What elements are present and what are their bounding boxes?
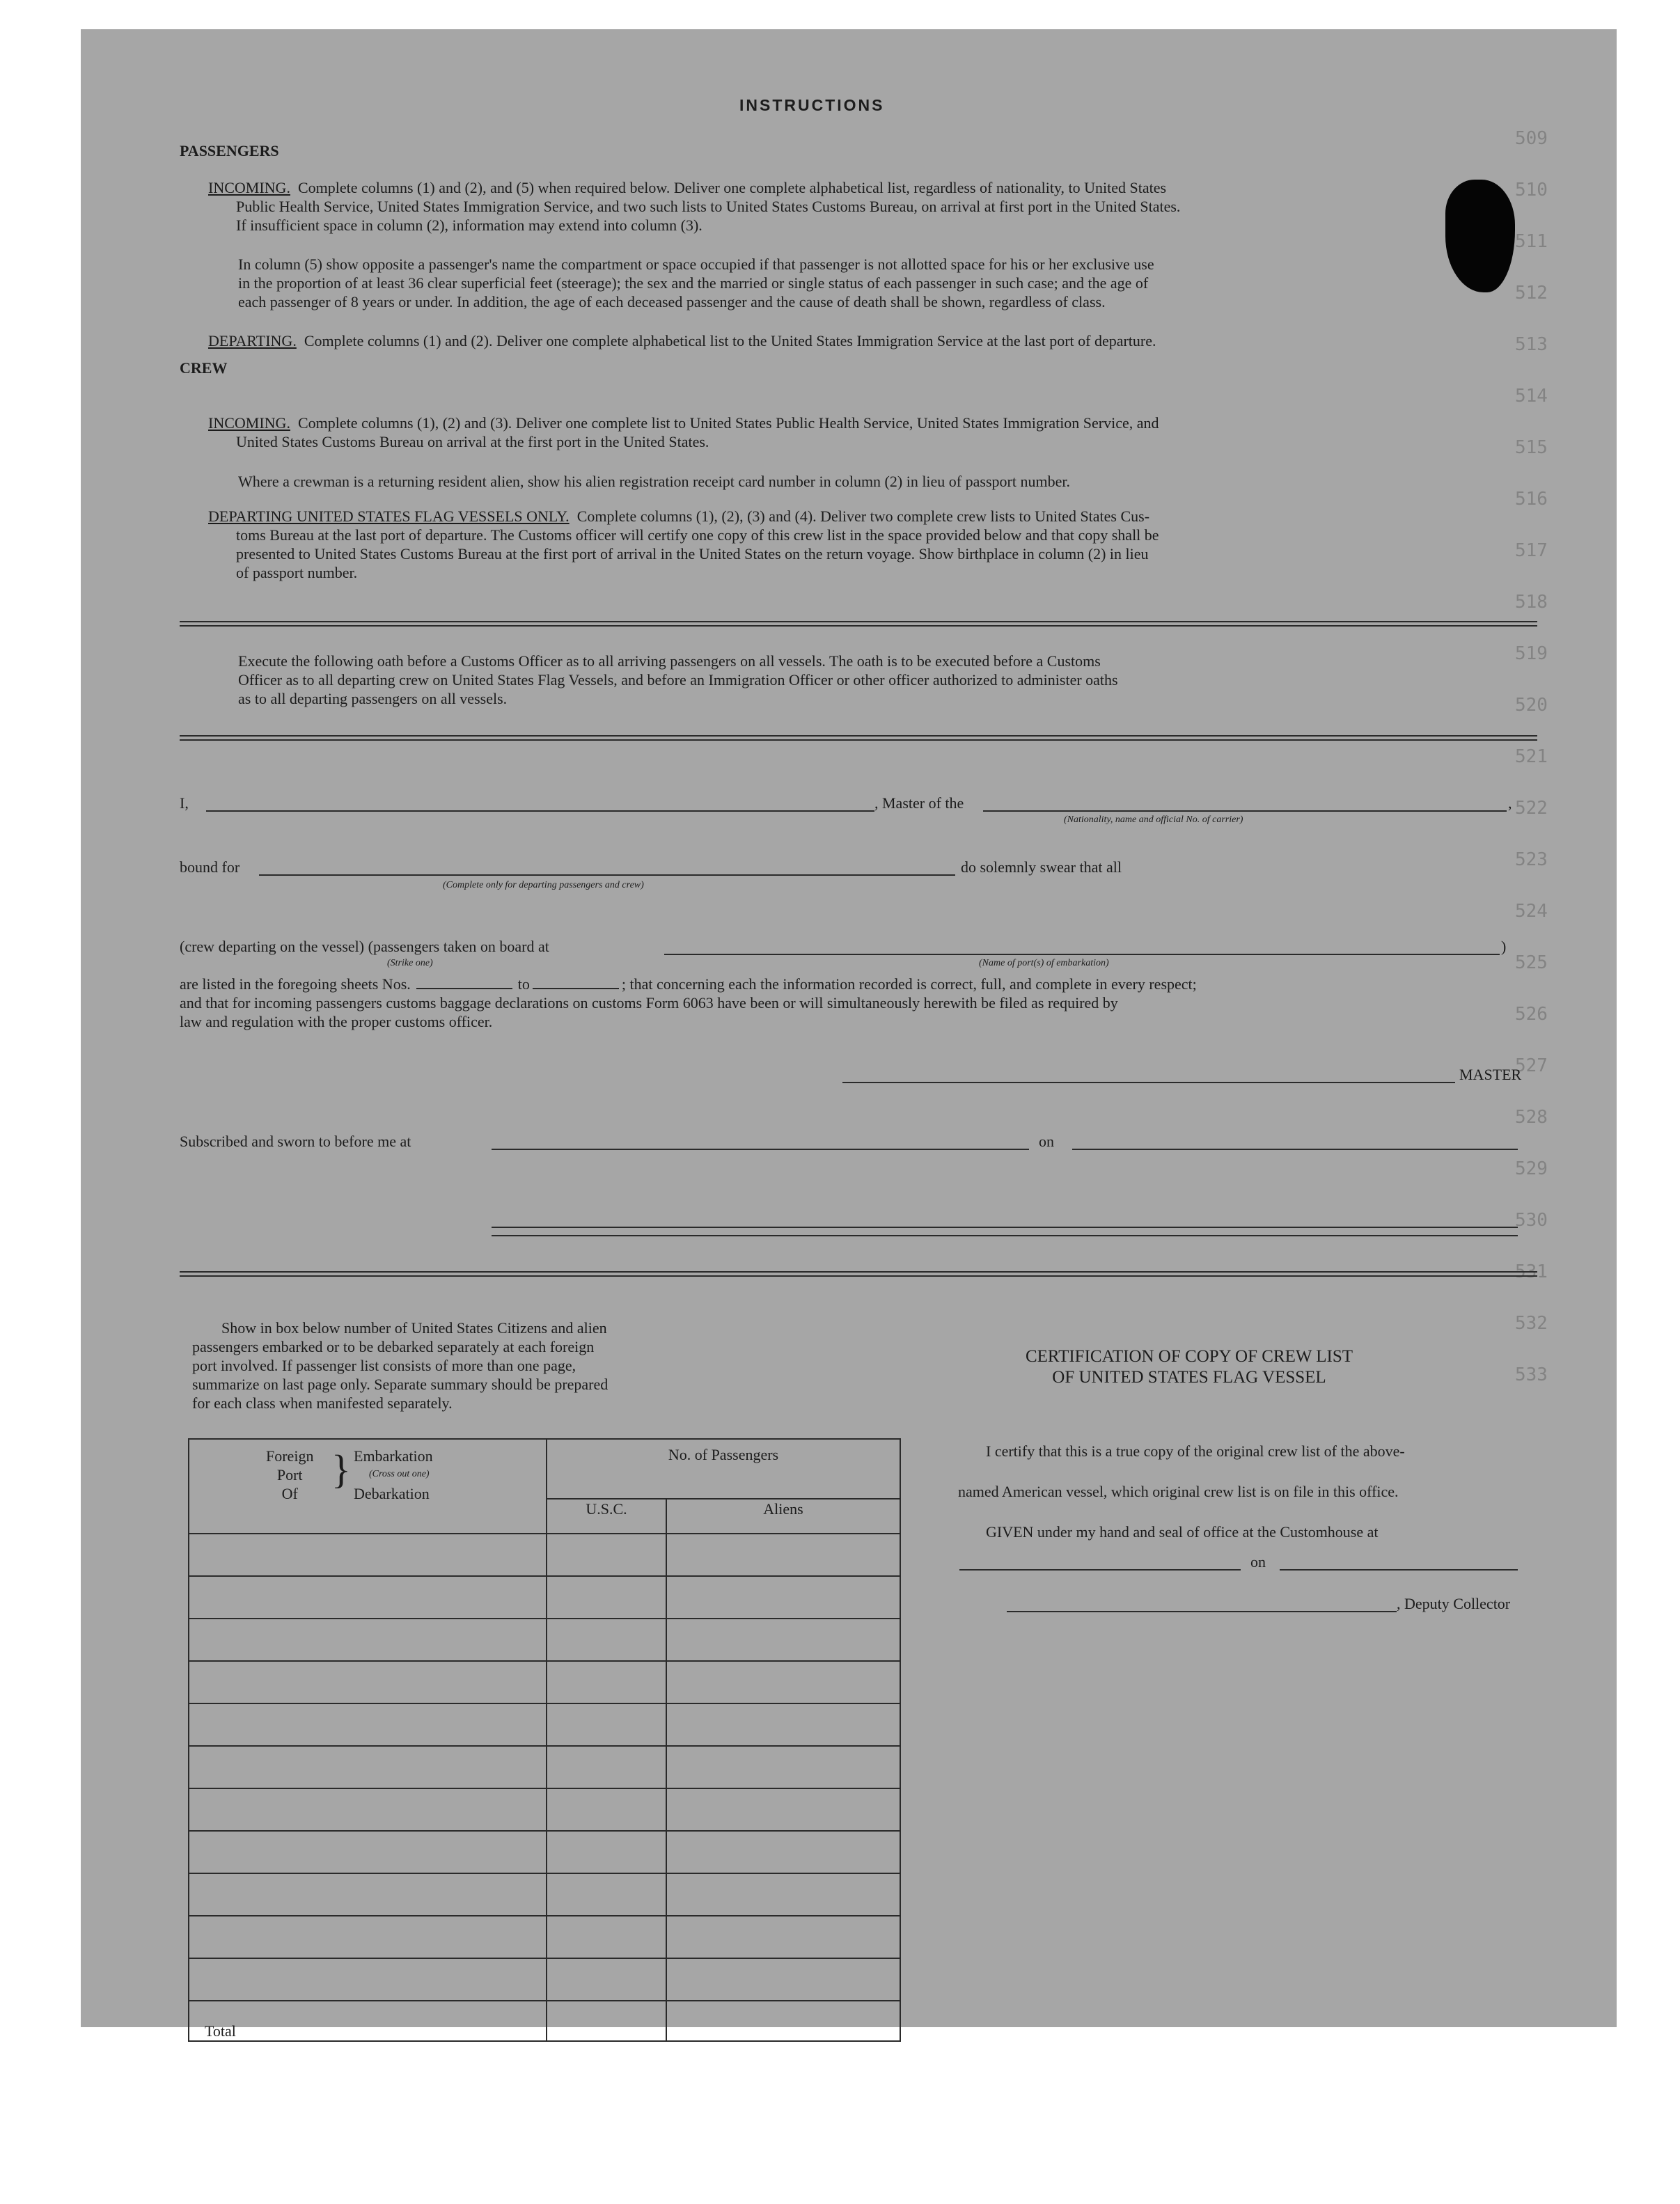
- table-header-row: [189, 1439, 900, 1499]
- sworn-date-field[interactable]: [1072, 1149, 1518, 1150]
- table-row[interactable]: [189, 1619, 900, 1661]
- baggage-line: and that for incoming passengers customs baggage declarations on customs Form 6063 have been or will simultaneously herewith be filed as required by: [180, 994, 1118, 1012]
- deputy-signature-field[interactable]: [1007, 1611, 1397, 1612]
- foreign-label: Foreign: [266, 1447, 314, 1465]
- departing-flag-line-1: Complete columns (1), (2), (3) and (4). Deliver two complete crew lists to United States Cus-: [576, 507, 1150, 525]
- bound-for-field[interactable]: [259, 874, 955, 876]
- departing-flag-vessels: [208, 507, 1517, 582]
- table-row[interactable]: [189, 1831, 900, 1873]
- incoming-line-2: Public Health Service, United States Immigration Service, and two such lists to United States Customs Bureau, on arrival at first port in the United States.: [236, 198, 1181, 215]
- officer-signature-line[interactable]: [492, 1227, 1518, 1228]
- table-row[interactable]: [189, 1788, 900, 1831]
- master-name-field[interactable]: [206, 810, 874, 812]
- instructions-title: INSTRUCTIONS: [739, 96, 885, 114]
- certify-line-1: I certify that this is a true copy of the original crew list of the above-: [986, 1442, 1405, 1460]
- crew-heading: CREW: [180, 359, 228, 377]
- listed-to: to: [517, 975, 530, 993]
- passenger-summary-table: [188, 1438, 901, 2042]
- complete-caption: (Complete only for departing passengers and crew): [443, 880, 644, 890]
- column5-instructions: [238, 255, 1519, 311]
- total-usc-cell[interactable]: [547, 2001, 666, 2041]
- cross-out-caption: (Cross out one): [369, 1469, 430, 1479]
- summary-line-1: Show in box below number of United States Citizens and alien: [221, 1319, 607, 1337]
- port-header-cell: [189, 1439, 547, 1534]
- strike-caption: (Strike one): [387, 958, 433, 968]
- table-row[interactable]: [189, 1576, 900, 1619]
- passengers-incoming: [208, 178, 1517, 235]
- vessel-field[interactable]: [983, 810, 1507, 812]
- usc-header: U.S.C.: [547, 1499, 666, 1534]
- total-label: Total: [189, 2001, 547, 2041]
- sworn-place-field[interactable]: [492, 1149, 1029, 1150]
- table-row[interactable]: [189, 1958, 900, 2001]
- table-row[interactable]: [189, 1746, 900, 1788]
- summary-line-2: passengers embarked or to be debarked separately at each foreign: [192, 1338, 595, 1355]
- port-label: Port: [276, 1466, 303, 1483]
- passengers-departing: [208, 331, 1517, 350]
- departing-text: Complete columns (1) and (2). Deliver one complete alphabetical list to the United States Immigration Service at the last port of departure.: [304, 332, 1156, 349]
- summary-line-4: summarize on last page only. Separate summary should be prepared: [192, 1376, 609, 1393]
- summary-instructions: [192, 1319, 819, 1412]
- departing-flag-label: DEPARTING UNITED STATES FLAG VESSELS ONLY.: [208, 507, 570, 525]
- incoming-label: INCOMING.: [208, 179, 290, 196]
- crew-incoming: [208, 414, 1517, 451]
- no-of-passengers-header: No. of Passengers: [547, 1439, 900, 1499]
- cert-on-label: on: [1250, 1553, 1266, 1571]
- crew-incoming-label: INCOMING.: [208, 414, 290, 432]
- oath-line-3: as to all departing passengers on all vessels.: [238, 690, 508, 707]
- given-line: GIVEN under my hand and seal of office at the Customhouse at: [986, 1523, 1379, 1541]
- bound-for-label: bound for: [180, 858, 240, 876]
- close-paren: ): [1501, 938, 1507, 955]
- divider-line: [180, 739, 1537, 741]
- officer-signature-line[interactable]: [492, 1235, 1518, 1236]
- column5-line-2: in the proportion of at least 36 clear superficial feet (steerage); the sex and the married or single status of each passenger in such case; and the age of: [238, 274, 1149, 292]
- aliens-header: Aliens: [666, 1499, 900, 1534]
- comma: ,: [1508, 794, 1512, 812]
- departing-flag-line-2: toms Bureau at the last port of departure. The Customs officer will certify one copy of this crew list in the space provided below and that copy shall be: [236, 526, 1159, 544]
- total-row[interactable]: [189, 2001, 900, 2041]
- divider-line: [180, 735, 1537, 737]
- divider-line: [180, 625, 1537, 627]
- master-label: MASTER: [1459, 1066, 1522, 1083]
- listed-b: ; that concerning each the information recorded is correct, full, and complete in every respect;: [621, 975, 1197, 993]
- divider-line: [180, 1271, 1537, 1273]
- certification-title-1: CERTIFICATION OF COPY OF CREW LIST: [1025, 1347, 1353, 1366]
- brace-icon: }: [331, 1447, 351, 1492]
- table-row[interactable]: [189, 1534, 900, 1576]
- embarkation-label: Embarkation: [354, 1447, 433, 1465]
- swear-text: do solemnly swear that all: [961, 858, 1122, 876]
- departing-label: DEPARTING.: [208, 332, 297, 349]
- port-embarkation-field[interactable]: [664, 954, 1500, 955]
- cert-date-field[interactable]: [1280, 1569, 1518, 1571]
- departing-flag-line-4: of passport number.: [236, 564, 358, 581]
- oath-i-label: I,: [180, 794, 189, 812]
- certify-line-2: named American vessel, which original crew list is on file in this office.: [958, 1483, 1399, 1500]
- master-signature-field[interactable]: [842, 1082, 1455, 1083]
- divider-line: [180, 621, 1537, 622]
- summary-line-5: for each class when manifested separately.: [192, 1394, 453, 1412]
- oath-instructions: [238, 652, 1519, 708]
- incoming-line-1: Complete columns (1) and (2), and (5) when required below. Deliver one complete alphabetical list, regardless of nationality, to United States: [297, 179, 1167, 196]
- crew-incoming-line-2: United States Customs Bureau on arrival at the first port in the United States.: [236, 433, 709, 450]
- certification-title: [959, 1346, 1419, 1388]
- departing-flag-line-3: presented to United States Customs Bureau at the first port of arrival in the United States on the return voyage. Show birthplace in column (2) in lieu: [236, 545, 1149, 562]
- listed-a: are listed in the foregoing sheets Nos.: [180, 975, 411, 993]
- bleed-through-numbers: 509 510 511 512 513 514 515 516 517 518 519 520 521 522 523 524 525 526 527 528 529 530 531 532 533: [1515, 128, 1548, 1385]
- oath-line-2: Officer as to all departing crew on United States Flag Vessels, and before an Immigration Officer or other officer authorized to administer oaths: [238, 671, 1118, 688]
- table-row[interactable]: [189, 1873, 900, 1916]
- of-label: Of: [281, 1485, 298, 1502]
- column5-line-1: In column (5) show opposite a passenger's name the compartment or space occupied if that passenger is not allotted space for his or her exclusive use: [238, 255, 1154, 273]
- ports-caption: (Name of port(s) of embarkation): [979, 958, 1109, 968]
- listed-statement: [180, 975, 1530, 1031]
- certification-text: [958, 1431, 1557, 1552]
- passengers-heading: PASSENGERS: [180, 142, 279, 159]
- debarkation-label: Debarkation: [354, 1485, 430, 1502]
- customhouse-field[interactable]: [959, 1569, 1241, 1571]
- certification-title-2: OF UNITED STATES FLAG VESSEL: [1052, 1368, 1326, 1387]
- regulation-line: law and regulation with the proper customs officer.: [180, 1013, 493, 1030]
- sheet-to-field[interactable]: [533, 988, 619, 989]
- crew-incoming-line-1: Complete columns (1), (2) and (3). Deliver one complete list to United States Public Health Service, United States Immigration Service, and: [297, 414, 1159, 432]
- divider-line: [180, 1275, 1537, 1277]
- table-row[interactable]: [189, 1916, 900, 1958]
- incoming-line-3: If insufficient space in column (2), information may extend into column (3).: [236, 217, 702, 234]
- crew-departing-text: (crew departing on the vessel) (passengers taken on board at: [180, 938, 549, 955]
- table-row[interactable]: [189, 1661, 900, 1703]
- nationality-caption: (Nationality, name and official No. of carrier): [1064, 814, 1243, 825]
- form-sheet: [81, 29, 1617, 2040]
- master-of-label: , Master of the: [874, 794, 964, 812]
- total-aliens-cell[interactable]: [666, 2001, 900, 2041]
- summary-line-3: port involved. If passenger list consists of more than one page,: [192, 1357, 576, 1374]
- sheet-from-field[interactable]: [416, 988, 512, 989]
- oath-line-1: Execute the following oath before a Customs Officer as to all arriving passengers on all vessels. The oath is to be executed before a Customs: [238, 652, 1101, 670]
- table-row[interactable]: [189, 1703, 900, 1746]
- column5-line-3: each passenger of 8 years or under. In addition, the age of each deceased passenger and the cause of death shall be shown, regardless of class.: [238, 293, 1106, 310]
- deputy-collector-label: , Deputy Collector: [1397, 1595, 1511, 1612]
- crewman-note: Where a crewman is a returning resident alien, show his alien registration receipt card number in column (2) in lieu of passport number.: [238, 473, 1070, 490]
- sworn-on-label: on: [1039, 1133, 1054, 1150]
- subscribed-label: Subscribed and sworn to before me at: [180, 1133, 411, 1150]
